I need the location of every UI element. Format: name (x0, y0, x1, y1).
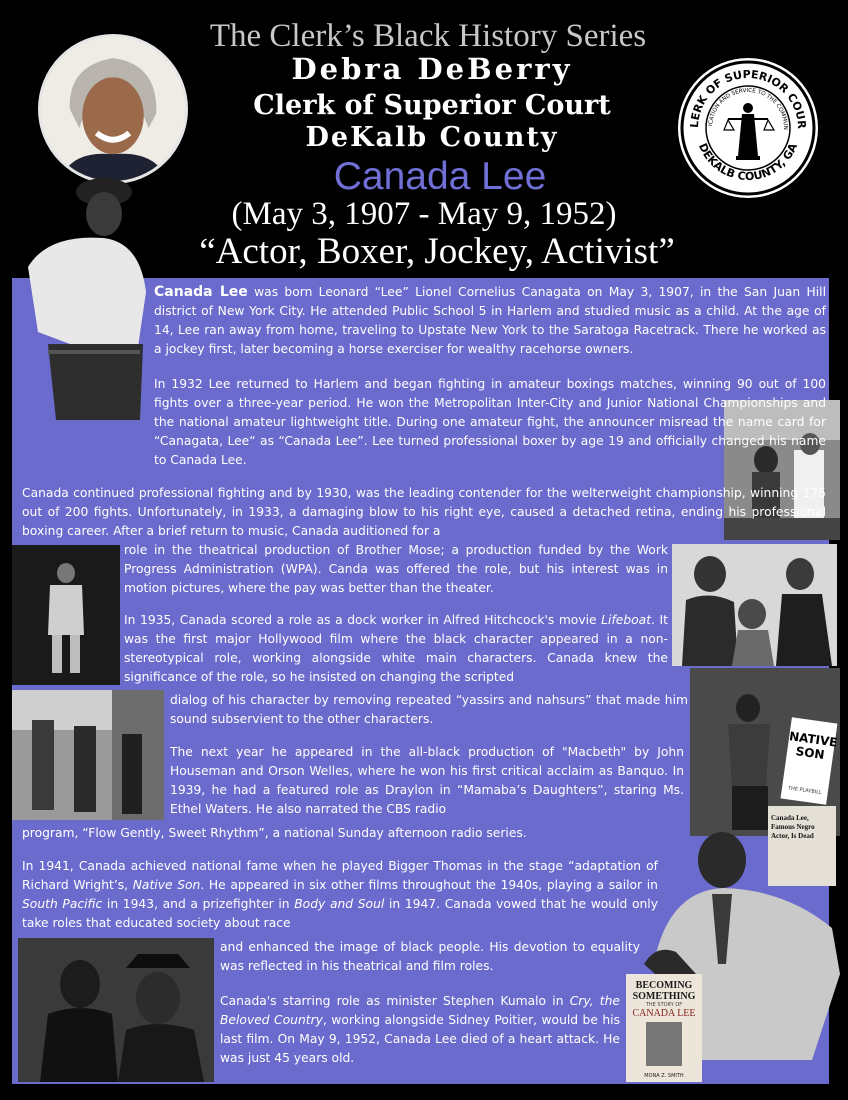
photo-stage-costume-image (12, 545, 120, 685)
seal-graphic (676, 56, 820, 200)
bio-paragraph-6: In 1941, Canada achieved national fame when he played Bigger Thomas in the stage “adaptation of Richard Wright’s, Native Son. He appeared in six other films throughout the 1940s, playing a sailor in South Pacific in 1943, and a prizefighter in Body and Soul in 1947. Canada vowed that he would only take roles that educated society about race (22, 859, 658, 930)
bio-paragraph-4: In 1935, Canada scored a role as a dock worker in Alfred Hitchcock's movie Lifeboat. It was the first major Hollywood film where the black character appeared in a non-stereotypical role, working alongside white main characters. Canada knew the significance of the role, so he insisted on changing the scripted (124, 613, 668, 684)
bio-paragraph-4-cont: dialog of his character by removing repeated “yassirs and nahsurs” that made him sound subservient to the other characters. (170, 693, 688, 726)
bio-paragraph-2: In 1932 Lee returned to Harlem and began fighting in amateur boxings matches, winning 90 out of 100 fights over a three-year period. He won the Metropolitan Inter-City and Junior National Championships and the national amateur lightweight title. During one amateur fight, the announcer misread the name card for “Canagata, Lee“ as “Canada Lee”. Lee turned professional boxer by age 19 and officially changed his name to Canada Lee. (154, 377, 826, 467)
work-native-son: Native Son (132, 878, 201, 892)
bio-paragraph-3-cont: role in the theatrical production of Brother Mose; a production funded by the Work Progress Administration (WPA). Canda was offered the role, but his interest was in motion pictures, where the pay was better than the theater. (124, 543, 668, 595)
playbill-title: NATIVE SON (788, 729, 839, 763)
book-title: BECOMING SOMETHING (632, 980, 696, 1002)
clerk-portrait-image (41, 37, 185, 181)
series-title: The Clerk’s Black History Series (209, 18, 647, 54)
book-subtitle: THE STORY OF (645, 1002, 683, 1008)
bio-paragraph-6-cont: and enhanced the image of black people. His devotion to equality was reflected in his theatrical and film roles. (220, 940, 640, 973)
photo-cry-beloved-country (18, 938, 214, 1082)
seal-bottom-text: DEKALB COUNTY, GA (696, 141, 800, 184)
book-cover (626, 974, 702, 1082)
clerk-title: Clerk of Superior Court (253, 90, 611, 121)
bio-paragraph-5-cont: program, “Flow Gently, Sweet Rhythm”, a national Sunday afternoon radio series. (22, 826, 527, 840)
seal-motto: ICATION AND SERVICE TO THE COMMUN (708, 87, 789, 130)
playbill-sub: THE PLAYBILL (787, 785, 823, 797)
seal-top-text: LERK OF SUPERIOR COUR (687, 67, 809, 129)
newspaper-headline: Canada Lee, Famous Negro Actor, Is Dead (771, 814, 815, 840)
court-seal (676, 56, 820, 200)
subject-dates: (May 3, 1907 - May 9, 1952) (231, 196, 617, 232)
photo-young-canada-lee (8, 172, 150, 420)
photo-lifeboat-scene (672, 544, 837, 666)
book-author: MONA Z. SMITH (644, 1073, 684, 1079)
photo-cry-beloved-country-image (18, 938, 214, 1082)
bio-paragraph-7: Canada's starring role as minister Stephen Kumalo in Cry, the Beloved Country, working alongside Sidney Poitier, would be his last film. On May 9, 1952, Canada Lee died of a heart attack. He was just 45 years old. (220, 994, 620, 1065)
book-name: CANADA LEE (632, 1008, 696, 1019)
film-body-and-soul: Body and Soul (294, 897, 385, 911)
photo-young-canada-lee-image (8, 172, 150, 420)
bio-paragraph-1: Canada Lee was born Leonard “Lee” Lionel Cornelius Canagata on May 3, 1907, in the San Juan Hill district of New York City. He attended Public School 5 in Harlem and studied music as a child. At the age of 14, Lee ran away from home, traveling to Upstate New York to the Saratoga Racetrack. There he worked as a jockey first, later becoming a horse exerciser for wealthy racehorse owners. (154, 284, 826, 356)
bio-lead-name: Canada Lee (154, 284, 248, 300)
photo-stage-costume (12, 545, 120, 685)
clerk-portrait (38, 34, 188, 184)
photo-lifeboat-scene-image (672, 544, 837, 666)
bio-paragraph-3: Canada continued professional fighting and by 1930, was the leading contender for the welterweight championship, winning 175 out of 200 fights. Unfortunately, in 1933, a damaging blow to his right eye, caused a detached retina, ending his professional boxing career. After a brief return to music, Canada auditioned for a (22, 486, 826, 538)
clerk-name: Debra DeBerry (291, 52, 573, 86)
photo-street-scene (12, 690, 164, 820)
bio-paragraph-5: The next year he appeared in the all-black production of "Macbeth" by John Houseman and Orson Welles, where he won his first critical acclaim as Banquo. In 1939, he had a featured role as Draylon in “Mamaba’s Daughters”, staring Ms. Ethel Waters. He also narrated the CBS radio (170, 745, 684, 816)
book-photo (646, 1022, 682, 1066)
clerk-county: DeKalb County (305, 122, 559, 153)
subject-roles: “Actor, Boxer, Jockey, Activist” (199, 231, 675, 272)
subject-name: Canada Lee (333, 155, 547, 198)
photo-street-scene-image (12, 690, 164, 820)
film-south-pacific: South Pacific (22, 897, 103, 911)
film-lifeboat: Lifeboat (601, 613, 652, 627)
film-cry-beloved-country: Cry, the Beloved Country (220, 994, 620, 1027)
